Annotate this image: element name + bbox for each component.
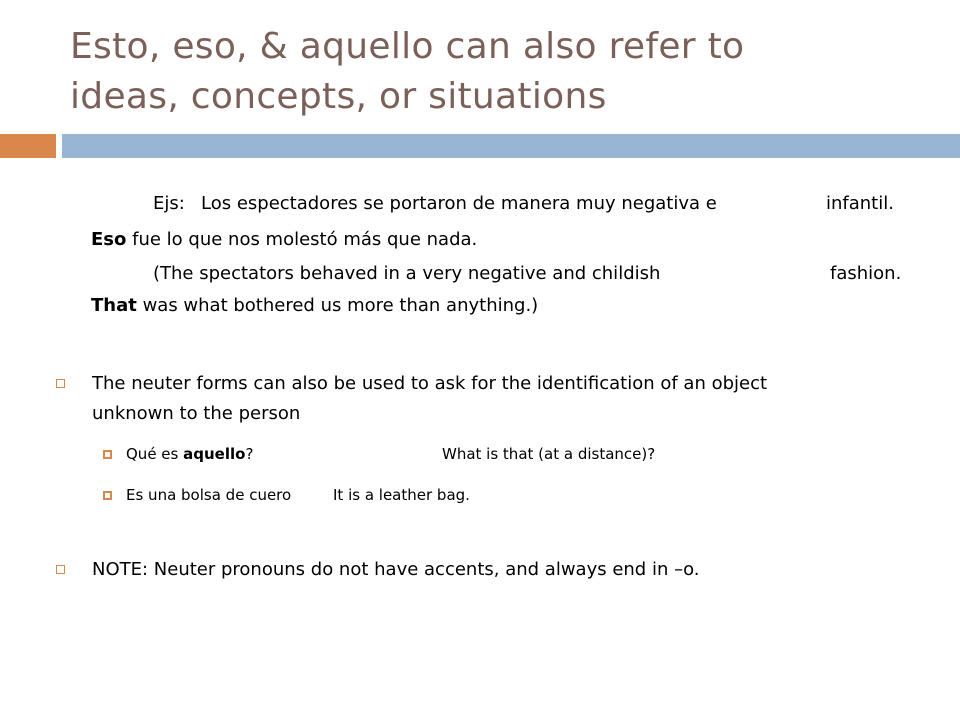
slide-title — [70, 22, 930, 122]
example-spanish-line-2-rest: fue lo que nos molestó más que nada. — [132, 229, 478, 250]
filled-square-bullet-icon — [103, 491, 112, 500]
bullet-1-line-2: unknown to the person — [92, 403, 301, 424]
example-english-line-2-rest: was what bothered us more than anything.) — [142, 295, 539, 316]
example-spanish-line-2 — [91, 228, 477, 252]
example-spanish-pronoun: Eso — [91, 229, 127, 250]
title-line-1: Esto, eso, & aquello can also refer to — [70, 26, 745, 67]
example-spanish-line-1a: Los espectadores se portaron de manera muy negativa e — [201, 193, 717, 214]
sub-bullet-1-spanish-pronoun: aquello — [183, 445, 246, 463]
bullet-2-text: NOTE: Neuter pronouns do not have accents, and always end in –o. — [92, 559, 700, 580]
sub-bullet-1-english: What is that (at a distance)? — [442, 445, 656, 463]
example-english-line-2 — [91, 294, 538, 318]
example-english-line-1a: (The spectators behaved in a very negative and childish — [153, 263, 661, 284]
sub-bullet-1-spanish-post: ? — [245, 445, 254, 463]
sub-bullet-2-spanish: Es una bolsa de cuero — [126, 486, 292, 504]
title-accent-bar-blue — [62, 134, 960, 158]
example-lead: Ejs: — [153, 193, 185, 214]
sub-bullet-2-english: It is a leather bag. — [333, 486, 470, 504]
example-english-line-1b: fashion. — [830, 263, 902, 284]
title-line-2: ideas, concepts, or situations — [70, 76, 607, 117]
example-spanish-line-1b: infantil. — [826, 193, 894, 214]
square-bullet-icon — [56, 379, 65, 388]
filled-square-bullet-icon — [103, 450, 112, 459]
bullet-1-line-1: The neuter forms can also be used to ask for the identification of an object — [92, 373, 768, 394]
sub-bullet-1-spanish — [126, 443, 253, 465]
title-accent-bar-orange — [0, 134, 56, 158]
square-bullet-icon — [56, 565, 65, 574]
sub-bullet-1-spanish-pre: Qué es — [126, 445, 179, 463]
example-english-pronoun: That — [91, 295, 137, 316]
